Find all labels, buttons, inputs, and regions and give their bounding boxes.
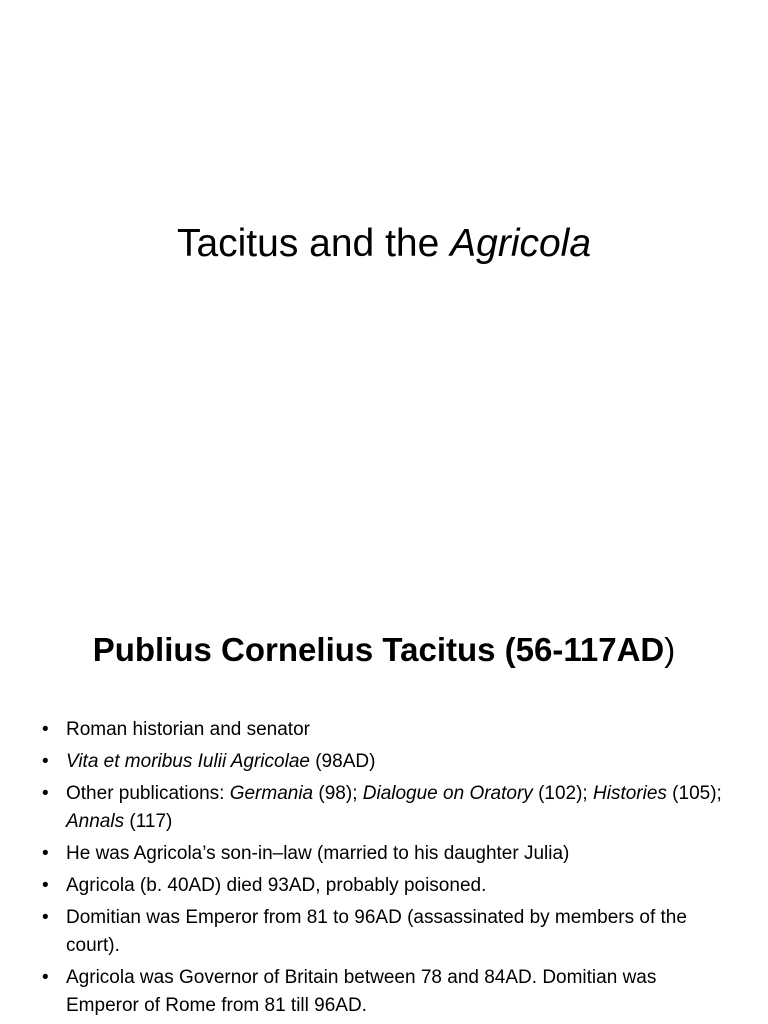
bullet-text: He was Agricola’s son-in–law (married to his daughter Julia) bbox=[66, 843, 570, 864]
bullet-icon: • bbox=[42, 843, 49, 864]
bullet-item bbox=[42, 748, 722, 776]
slide-title-plain: Tacitus and the bbox=[176, 222, 451, 265]
bullet-text: (117) bbox=[124, 811, 173, 832]
bullet-italic-text: Dialogue on Oratory bbox=[362, 783, 533, 804]
bullet-italic-text: Histories bbox=[593, 783, 667, 804]
slide-title bbox=[0, 218, 768, 270]
bullet-item bbox=[42, 840, 722, 868]
bullet-italic-text: Germania bbox=[229, 783, 314, 804]
bullet-text: (98AD) bbox=[309, 751, 376, 772]
bullet-item bbox=[42, 872, 722, 900]
bullet-icon: • bbox=[42, 719, 49, 740]
bullet-icon: • bbox=[42, 907, 49, 928]
bullet-text: Other publications: bbox=[66, 783, 230, 804]
bullet-text: Domitian was Emperor from 81 to 96AD (assassinated by members of the court). bbox=[66, 907, 687, 956]
bullet-text: (102); bbox=[532, 783, 593, 804]
bullet-icon: • bbox=[42, 875, 49, 896]
content-slide-title-close-paren: ) bbox=[664, 631, 676, 668]
bullet-item bbox=[42, 780, 722, 836]
bullet-item bbox=[42, 904, 722, 960]
content-slide bbox=[0, 576, 768, 1024]
bullet-list bbox=[42, 716, 722, 1024]
bullet-icon: • bbox=[42, 783, 49, 804]
bullet-icon: • bbox=[42, 751, 49, 772]
bullet-text: Roman historian and senator bbox=[66, 719, 310, 740]
bullet-text: Agricola was Governor of Britain between 78 and 84AD. Domitian was Emperor of Rome from 81 till 96AD. bbox=[66, 967, 657, 1016]
bullet-text: Agricola (b. 40AD) died 93AD, probably poisoned. bbox=[66, 875, 487, 896]
bullet-italic-text: Vita et moribus Iulii Agricolae bbox=[66, 751, 310, 772]
bullet-item bbox=[42, 716, 722, 744]
content-slide-title-bold: Publius Cornelius Tacitus (56-117AD bbox=[92, 631, 665, 668]
bullet-italic-text: Annals bbox=[66, 811, 125, 832]
bullet-icon: • bbox=[42, 967, 49, 988]
slide-title-italic: Agricola bbox=[450, 222, 592, 265]
bullet-item bbox=[42, 964, 722, 1020]
content-slide-title bbox=[0, 628, 768, 672]
bullet-text: (105); bbox=[666, 783, 722, 804]
bullet-text: (98); bbox=[313, 783, 363, 804]
